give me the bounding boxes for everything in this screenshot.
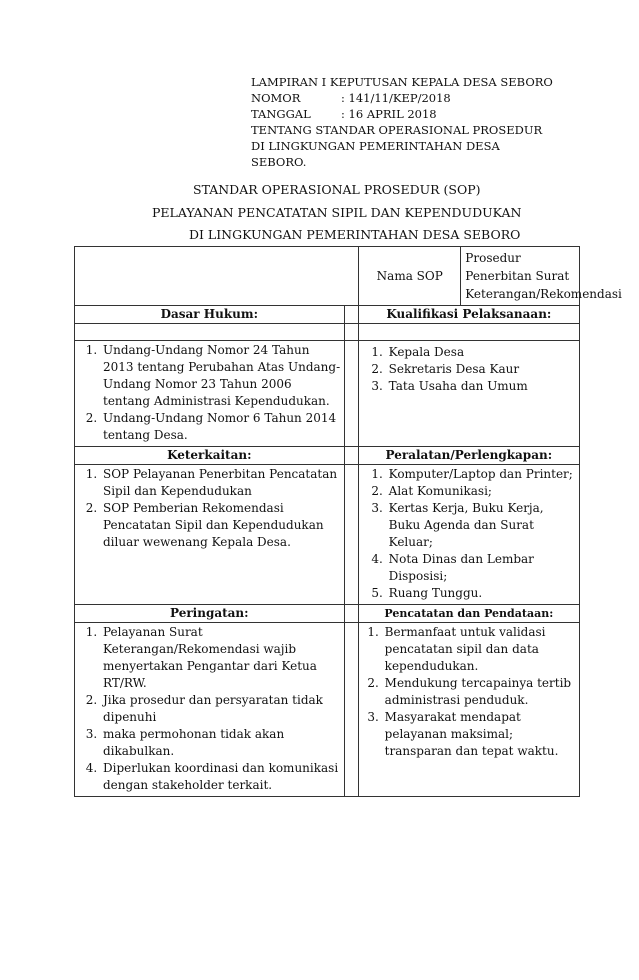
- keterkaitan-cell: [75, 465, 345, 605]
- pencatatan-list: [361, 624, 577, 760]
- kualifikasi-title: Kualifikasi Pelaksanaan:: [358, 306, 579, 324]
- dasar-hukum-list: [77, 342, 342, 444]
- peringatan-header-row: [75, 605, 580, 623]
- dasar-hukum-title: Dasar Hukum:: [75, 306, 345, 324]
- list-item: 1. Undang-Undang Nomor 24 Tahun 2013 tentang Perubahan Atas Undang-Undang Nomor 23 Tahun 2006 tentang Administrasi Kependudukan.: [101, 342, 342, 410]
- header-line-lampiran: LAMPIRAN I KEPUTUSAN KEPALA DESA SEBORO: [251, 75, 553, 89]
- dasar-hukum-row: [75, 341, 580, 447]
- section-header-row: [75, 306, 580, 324]
- peralatan-cell: [358, 465, 579, 605]
- blank-row: [75, 324, 580, 341]
- logo-area: [75, 247, 359, 306]
- keterkaitan-title: Keterkaitan:: [75, 447, 345, 465]
- sop-table: [74, 246, 622, 797]
- list-item: 1. Komputer/Laptop dan Printer;: [387, 466, 577, 483]
- header-tentang-3: SEBORO.: [251, 155, 307, 169]
- nama-sop-label: Nama SOP: [358, 247, 461, 306]
- header-nomor: [251, 90, 553, 106]
- peringatan-cell: [75, 623, 345, 797]
- list-item: 2. Sekretaris Desa Kaur: [387, 361, 577, 378]
- peringatan-row: [75, 623, 580, 797]
- list-item: 5. Ruang Tunggu.: [387, 585, 577, 602]
- keterkaitan-header-row: [75, 447, 580, 465]
- nomor-label: NOMOR: [251, 91, 301, 105]
- peringatan-list: [77, 624, 342, 794]
- list-item: 3. maka permohonan tidak akan dikabulkan.: [101, 726, 342, 760]
- spacer-cell: [344, 306, 358, 324]
- list-item: 2. SOP Pemberian Rekomendasi Pencatatan Sipil dan Kependudukan diluar wewenang Kepala Desa.: [101, 500, 342, 551]
- list-item: 2. Mendukung tercapainya tertib administrasi penduduk.: [383, 675, 577, 709]
- dasar-hukum-cell: [75, 341, 345, 447]
- peralatan-list: [361, 466, 577, 602]
- header-tanggal: [251, 106, 553, 122]
- list-item: 3. Masyarakat mendapat pelayanan maksimal; transparan dan tepat waktu.: [383, 709, 577, 760]
- nama-sop-row: [75, 247, 580, 306]
- title-line-1: STANDAR OPERASIONAL PROSEDUR (SOP): [193, 182, 481, 197]
- pencatatan-cell: [358, 623, 579, 797]
- kualifikasi-list: [361, 344, 577, 395]
- list-item: 2. Undang-Undang Nomor 6 Tahun 2014 tentang Desa.: [101, 410, 342, 444]
- list-item: 1. Kepala Desa: [387, 344, 577, 361]
- peralatan-title: Peralatan/Perlengkapan:: [358, 447, 579, 465]
- list-item: 1. Pelayanan Surat Keterangan/Rekomendasi wajib menyertakan Pengantar dari Ketua RT/RW.: [101, 624, 342, 692]
- title-line-2: PELAYANAN PENCATATAN SIPIL DAN KEPENDUDUKAN: [152, 205, 522, 220]
- list-item: 4. Diperlukan koordinasi dan komunikasi dengan stakeholder terkait.: [101, 760, 342, 794]
- list-item: 2. Alat Komunikasi;: [387, 483, 577, 500]
- tanggal-label: TANGGAL: [251, 107, 311, 121]
- kualifikasi-cell: [358, 341, 579, 447]
- header-tentang-1: TENTANG STANDAR OPERASIONAL PROSEDUR: [251, 123, 543, 137]
- list-item: 4. Nota Dinas dan Lembar Disposisi;: [387, 551, 577, 585]
- header-tentang-2: DI LINGKUNGAN PEMERINTAHAN DESA: [251, 139, 500, 153]
- list-item: 1. SOP Pelayanan Penerbitan Pencatatan Sipil dan Kependudukan: [101, 466, 342, 500]
- list-item: 3. Kertas Kerja, Buku Kerja, Buku Agenda dan Surat Keluar;: [387, 500, 577, 551]
- peringatan-title: Peringatan:: [75, 605, 345, 623]
- list-item: 1. Bermanfaat untuk validasi pencatatan sipil dan data kependudukan.: [383, 624, 577, 675]
- list-item: 3. Tata Usaha dan Umum: [387, 378, 577, 395]
- title-line-3: DI LINGKUNGAN PEMERINTAHAN DESA SEBORO: [189, 227, 521, 242]
- pencatatan-title: Pencatatan dan Pendataan:: [358, 605, 579, 623]
- list-item: 2. Jika prosedur dan persyaratan tidak dipenuhi: [101, 692, 342, 726]
- decree-header: [251, 74, 553, 170]
- keterkaitan-row: [75, 465, 580, 605]
- nomor-value: : 141/11/KEP/2018: [341, 91, 451, 105]
- nama-sop-value: Prosedur Penerbitan Surat Keterangan/Rekomendasi: [461, 247, 580, 306]
- tanggal-value: : 16 APRIL 2018: [341, 107, 437, 121]
- keterkaitan-list: [77, 466, 342, 551]
